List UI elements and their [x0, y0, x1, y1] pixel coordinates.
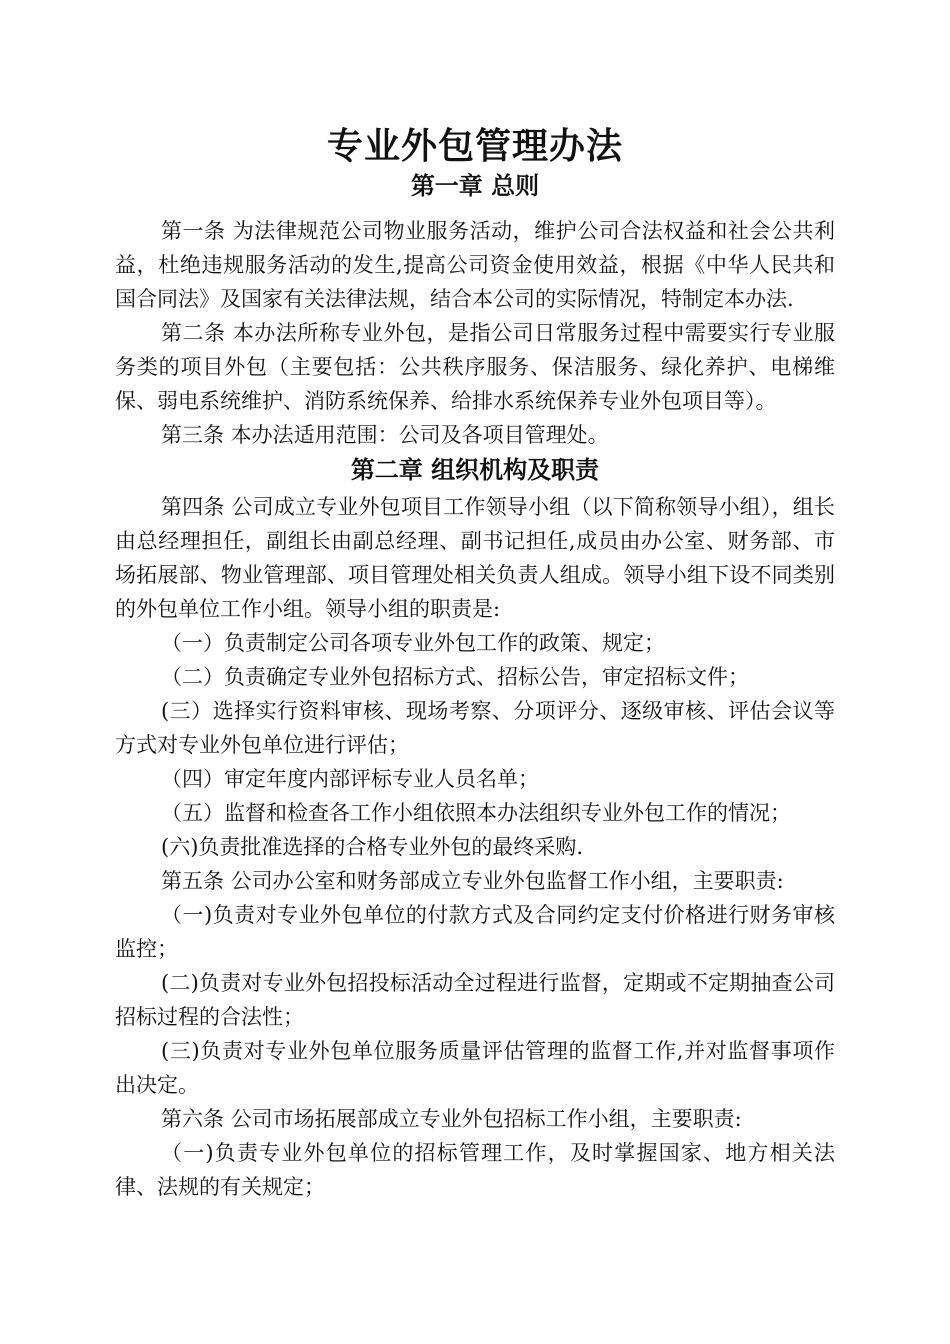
article-6-item-1: （一)负责专业外包单位的招标管理工作，及时掌握国家、地方相关法律、法规的有关规定； [115, 1141, 835, 1199]
article-5-item-3: (三)负责对专业外包单位服务质量评估管理的监督工作,并对监督事项作出决定。 [115, 1039, 835, 1097]
article-5-item-1: （一)负责对专业外包单位的付款方式及合同约定支付价格进行财务审核监控； [115, 903, 835, 961]
article-4-item-6: (六)负责批准选择的合格专业外包的最终采购. [161, 835, 584, 859]
article-4-item-4: （四）审定年度内部评标专业人员名单； [161, 767, 539, 791]
document-page [115, 122, 835, 1204]
article-2: 第二条 本办法所称专业外包，是指公司日常服务过程中需要实行专业服务类的项目外包（主要包括：公共秩序服务、保洁服务、绿化养护、电梯维保、弱电系统维护、消防系统保养、给排水系统保养专业外包项目等）。 [115, 321, 835, 413]
article-4: 第四条 公司成立专业外包项目工作领导小组（以下简称领导小组），组长由总经理担任，副组长由副总经理、副书记担任,成员由办公室、财务部、市场拓展部、物业管理部、项目管理处相关负责人组成。领导小组下设不同类别的外包单位工作小组。领导小组的职责是: [115, 495, 835, 621]
article-4-item-2: （二）负责确定专业外包招标方式、招标公告，审定招标文件； [161, 665, 749, 689]
chapter-heading-1: 第一章 总则 [410, 171, 540, 200]
article-4-item-3: (三）选择实行资料审核、现场考察、分项评分、逐级审核、评估会议等方式对专业外包单位进行评估； [115, 699, 835, 757]
article-3: 第三条 本办法适用范围：公司及各项目管理处。 [161, 423, 609, 447]
article-5: 第五条 公司办公室和财务部成立专业外包监督工作小组，主要职责: [161, 869, 784, 893]
article-4-item-5: （五）监督和检查各工作小组依照本办法组织专业外包工作的情况； [161, 801, 791, 825]
article-5-item-2: (二)负责对专业外包招投标活动全过程进行监督，定期或不定期抽查公司招标过程的合法性； [115, 971, 835, 1029]
chapter-heading-2: 第二章 组织机构及职责 [350, 455, 600, 484]
article-1: 第一条 为法律规范公司物业服务活动，维护公司合法权益和社会公共利益，杜绝违规服务活动的发生,提高公司资金使用效益，根据《中华人民共和国合同法》及国家有关法律法规，结合本公司的实际情况，特制定本办法. [115, 219, 835, 311]
article-6: 第六条 公司市场拓展部成立专业外包招标工作小组，主要职责: [161, 1107, 742, 1131]
document-title: 专业外包管理办法 [326, 125, 623, 167]
article-4-item-1: （一）负责制定公司各项专业外包工作的政策、规定； [161, 631, 665, 655]
